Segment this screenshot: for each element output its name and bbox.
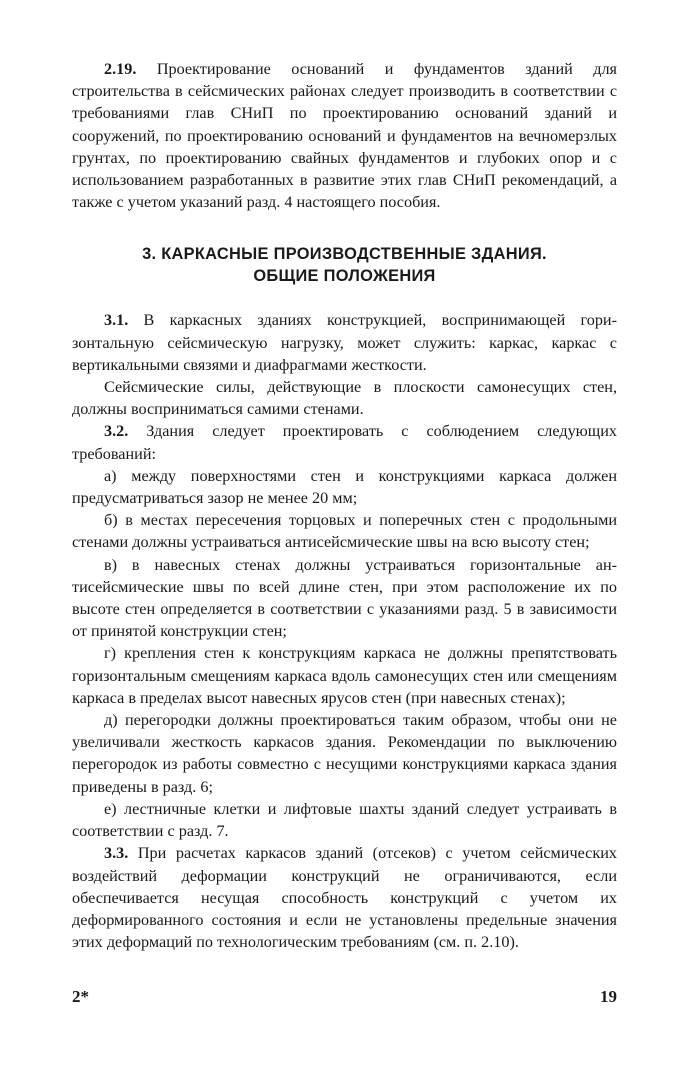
section-heading-line-1: 3. КАРКАСНЫЕ ПРОИЗВОДСТВЕННЫЕ ЗДАНИЯ.: [142, 245, 547, 264]
list-item-e: е) лестничные клетки и лифтовые шахты зданий следует устраивать в соответствии с разд. 7.: [72, 799, 617, 841]
section-heading: [72, 243, 617, 287]
section-heading-line-2: ОБЩИЕ ПОЛОЖЕНИЯ: [253, 267, 436, 286]
paragraph-3-2: [72, 420, 617, 464]
clause-number: 2.19.: [104, 60, 137, 78]
page-body: [72, 58, 617, 953]
clause-text: Проектирование оснований и фундаментов зданий для строительства в сейсмических районах следует производить в соответствии с требованиями глав СНиП по проектированию оснований зданий и сооружений, по проектированию оснований и фундаментов на вечномерзлых грунтах, по проектированию свайных фундаментов и глубоких опор и с использованием разработанных в развитие этих глав СНиП рекомендаций, а также с учетом указаний разд. 4 настоящего пособия.: [72, 60, 617, 212]
list-item-a: а) между поверхностями стен и конструкциями каркаса должен предусматриваться зазор не менее 20 мм;: [72, 466, 617, 508]
clause-text: Здания следует проектировать с соблюдением следующих требований:: [72, 422, 617, 463]
clause-number: 3.2.: [104, 422, 129, 441]
signature-mark: 2*: [72, 987, 89, 1006]
page-footer: [72, 987, 617, 1011]
list-item-v: в) в навесных стенах должны устраиваться горизонтальные антисейсмические швы по всей длине стен, при этом расположение их по высоте стен определяется в соответствии с указаниями разд. 5 в зависимости от принятой конструкции стен;: [72, 555, 617, 641]
paragraph-2-19: [72, 58, 617, 213]
clause-text: В каркасных зданиях конструкцией, воспринимающей горизонтальную сейсмическую нагрузку, может служить: каркас, каркас с вертикальными связями и диафрагмами жесткости.: [72, 311, 617, 374]
paragraph-3-3: [72, 842, 617, 953]
clause-text: При расчетах каркасов зданий (отсеков) с учетом сейсмических воздействий деформации конструкций не ограничиваются, если обеспечивается несущая способность конструкций с учетом их деформированного состояния и если не установлены предельные значения этих деформаций по технологическим требованиям (см. п. 2.10).: [72, 844, 617, 952]
list-item-g: г) крепления стен к конструкциям каркаса не должны препятствовать горизонтальным смещениям каркаса вдоль самонесущих стен или смещениям каркаса в пределах высот навесных ярусов стен (при навесных стенах);: [72, 644, 617, 707]
paragraph-3-1-continued: Сейсмические силы, действующие в плоскости самонесущих стен, должны восприниматься самими стенами.: [72, 378, 617, 419]
page-number: 19: [600, 987, 617, 1006]
list-item-b: б) в местах пересечения торцовых и поперечных стен с продольными стенами должны устраиваться антисейсмические швы на всю высоту стен;: [72, 511, 617, 552]
clause-number: 3.1.: [104, 311, 129, 330]
list-item-d: д) перегородки должны проектироваться таким образом, чтобы они не увеличивали жесткость каркасов здания. Рекомендации по выключению перегородок из работы совместно с несущими конструкциями каркаса здания приведены в разд. 6;: [72, 711, 617, 796]
paragraph-3-1: [72, 309, 617, 376]
clause-number: 3.3.: [104, 844, 129, 863]
